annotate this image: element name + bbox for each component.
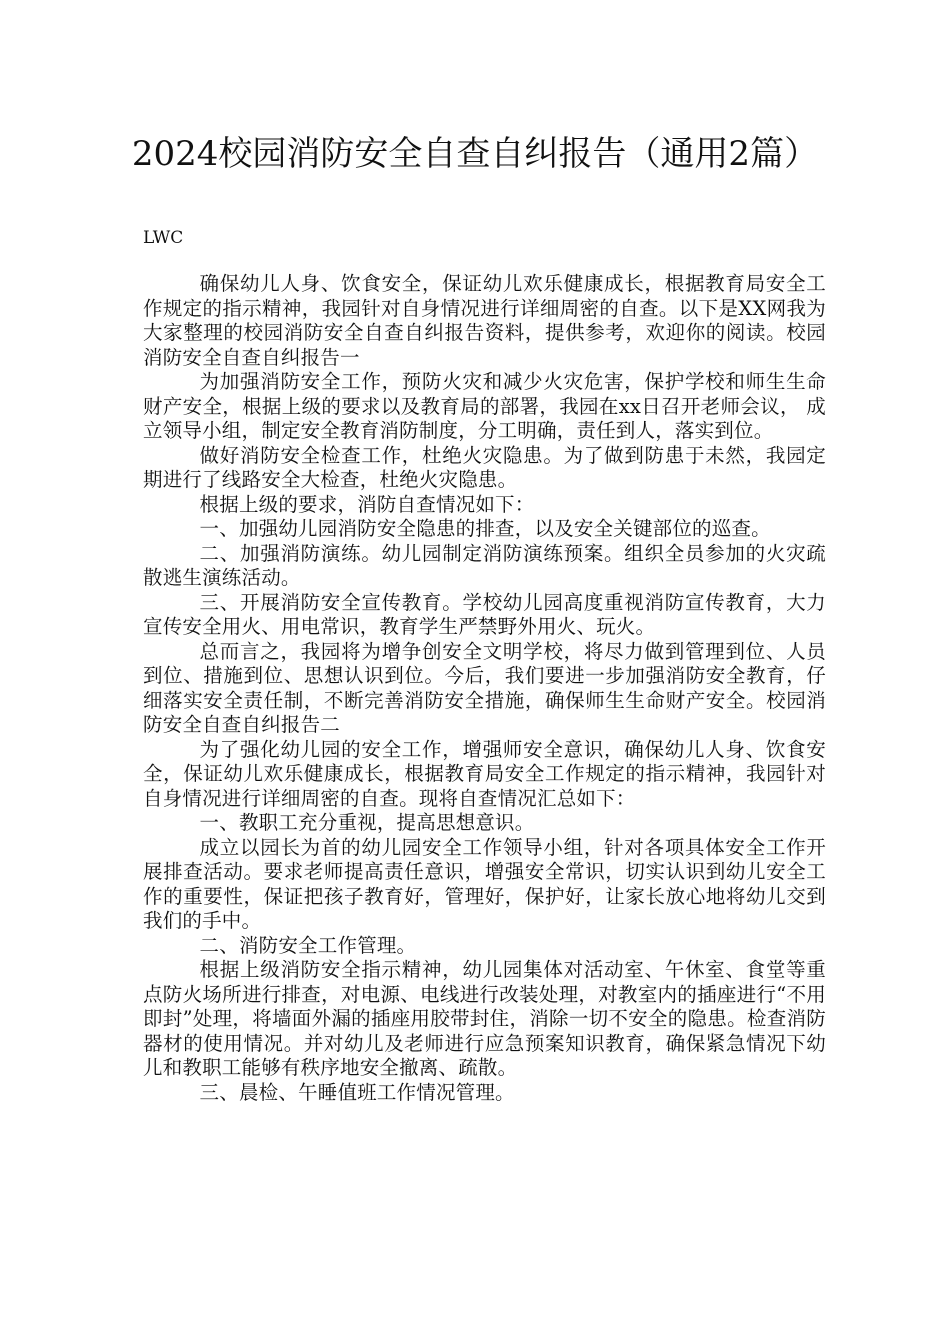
document-title: 2024校园消防安全自查自纠报告（通用2篇）: [131, 134, 819, 174]
paragraph: 确保幼儿人身、饮食安全，保证幼儿欢乐健康成长，根据教育局安全工作规定的指示精神，我园针对自身情况进行详细周密的自查。以下是XX网我为大家整理的校园消防安全自查自纠报告资料，提供参考，欢迎你的阅读。校园消防安全自查自纠报告一: [143, 272, 826, 369]
paragraph: 为了强化幼儿园的安全工作，增强师安全意识，确保幼儿人身、饮食安全，保证幼儿欢乐健康成长，根据教育局安全工作规定的指示精神，我园针对自身情况进行详细周密的自查。现将自查情况汇总如下：: [143, 737, 826, 810]
document-body: [143, 272, 826, 1105]
paragraph: 根据上级的要求，消防自查情况如下：: [199, 492, 535, 516]
paragraph: 为加强消防安全工作，预防火灾和减少火灾危害，保护学校和师生生命财产安全，根据上级的要求以及教育局的部署，我园在xx日召开老师会议， 成立领导小组，制定安全教育消防制度，分工明确，责任到人，落实到位。: [143, 370, 826, 442]
paragraph: 根据上级消防安全指示精神，幼儿园集体对活动室、午休室、食堂等重点防火场所进行排查，对电源、电线进行改装处理，对教室内的插座进行“不用即封”处理，将墙面外漏的插座用胶带封住，消除一切不安全的隐患。检查消防器材的使用情况。并对幼儿及老师进行应急预案知识教育，确保紧急情况下幼儿和教职工能够有秩序地安全撤离、疏散。: [143, 958, 826, 1079]
paragraph: 一、加强幼儿园消防安全隐患的排查，以及安全关键部位的巡查。: [199, 517, 771, 540]
paragraph: 做好消防安全检查工作，杜绝火灾隐患。为了做到防患于未然，我园定期进行了线路安全大检查，杜绝火灾隐患。: [143, 443, 826, 491]
paragraph: 三、晨检、午睡值班工作情况管理。: [199, 1080, 515, 1104]
paragraph: 成立以园长为首的幼儿园安全工作领导小组，针对各项具体安全工作开展排查活动。要求老师提高责任意识，增强安全常识，切实认识到幼儿安全工作的重要性，保证把孩子教育好，管理好，保护好，让家长放心地将幼儿交到我们的手中。: [143, 835, 826, 932]
paragraph: 总而言之，我园将为增争创安全文明学校，将尽力做到管理到位、人员到位、措施到位、思想认识到位。今后，我们要进一步加强消防安全教育，仔细落实安全责任制，不断完善消防安全措施，确保师生生命财产安全。校园消防安全自查自纠报告二: [143, 639, 826, 736]
document-author: LWC: [143, 228, 184, 248]
paragraph: 二、加强消防演练。幼儿园制定消防演练预案。组织全员参加的火灾疏散逃生演练活动。: [143, 541, 826, 589]
paragraph: 一、教职工充分重视，提高思想意识。: [199, 811, 535, 834]
paragraph: 三、开展消防安全宣传教育。学校幼儿园高度重视消防宣传教育，大力宣传安全用火、用电常识，教育学生严禁野外用火、玩火。: [143, 590, 826, 638]
paragraph: 二、消防安全工作管理。: [199, 933, 417, 957]
